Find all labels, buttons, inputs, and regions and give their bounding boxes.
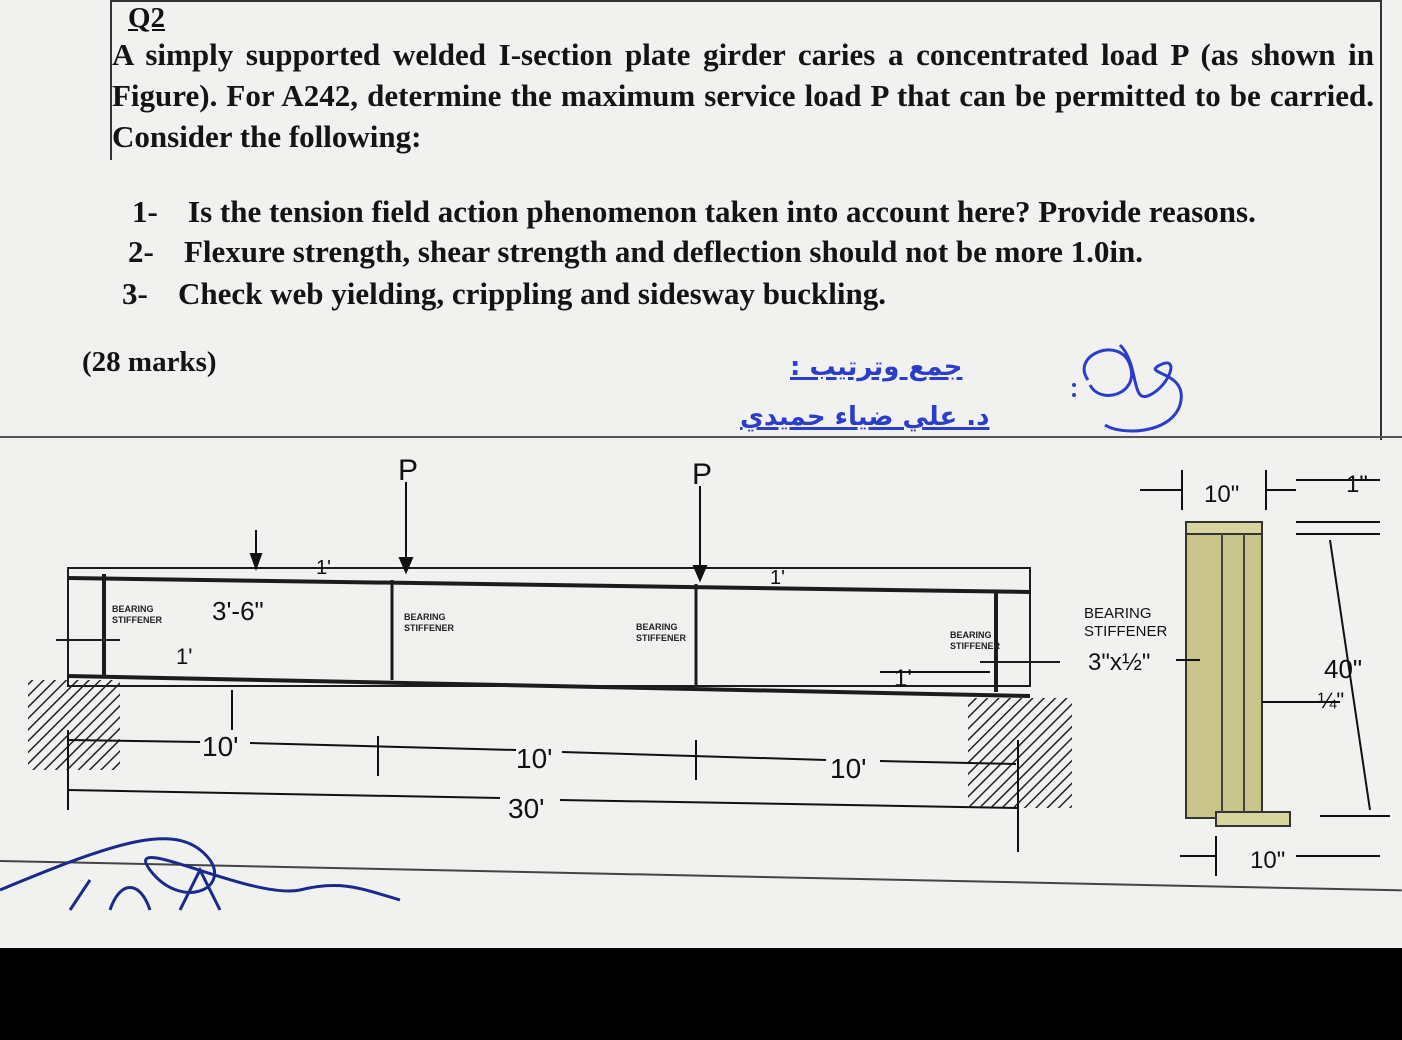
top-flange: [68, 578, 1030, 592]
bearing-stiffener-label: STIFFENER: [1084, 623, 1168, 640]
offset-dim-load-1: 1': [316, 557, 331, 579]
requirement-number: 2-: [128, 234, 154, 269]
requirement-2: [128, 234, 1143, 270]
girder-figure: [0, 440, 1402, 948]
bearing-label-small: BEARING: [112, 604, 154, 614]
bearing-stiffener-label: BEARING: [1084, 605, 1152, 622]
arabic-note-line-2: د. علي ضياء حميدي: [740, 402, 990, 432]
cross-section: [1186, 522, 1290, 826]
bearing-label-small: BEARING: [950, 630, 992, 640]
span-dim-c: 10': [830, 753, 867, 784]
arabic-note-line-1: جمع وترتيب :: [790, 352, 963, 382]
offset-dim-load-2: 1': [770, 567, 785, 589]
flange-thickness: 1": [1346, 471, 1368, 498]
requirement-number: 3-: [122, 276, 148, 311]
total-span-dim: 30': [508, 793, 545, 824]
requirement-text: Check web yielding, crippling and sidesway buckling.: [178, 276, 886, 311]
signature-mark-bottom: [0, 839, 400, 910]
top-flange-plate: [1186, 522, 1262, 534]
bearing-label-small: STIFFENER: [950, 641, 1001, 651]
load-arrows: [232, 482, 706, 730]
requirement-text: Flexure strength, shear strength and deflection should not be more 1.0in.: [184, 234, 1144, 269]
flange-width-top: 10": [1204, 481, 1240, 508]
problem-statement: A simply supported welded I-section plate girder caries a concentrated load P (as shown in Figure). For A242, determine the maximum service load P that can be permitted to be carried. Consider the following:: [112, 37, 1374, 154]
requirement-1: [132, 194, 1256, 230]
requirement-number: 1-: [132, 194, 158, 229]
span-dim-b: 10': [516, 743, 553, 774]
section-divider: [0, 436, 1402, 438]
top-rule: [110, 0, 1382, 2]
stiffener-size: 3"x½": [1088, 649, 1151, 676]
bearing-label-small: STIFFENER: [404, 623, 455, 633]
signature-mark-blue: [1060, 325, 1200, 445]
load-label-2: P: [692, 458, 713, 491]
left-support: [28, 680, 120, 770]
bearing-label-small: BEARING: [636, 622, 678, 632]
span-dim-a: 10': [202, 731, 239, 762]
bearing-label-small: STIFFENER: [112, 615, 163, 625]
offset-dim-right: 1': [894, 665, 912, 692]
right-frame-rule: [1380, 0, 1382, 440]
web-thickness: ¼": [1318, 688, 1345, 713]
marks-label: (28 marks): [82, 346, 217, 378]
load-label-1: P: [398, 454, 419, 487]
bearing-label-small: STIFFENER: [636, 633, 687, 643]
right-support: [968, 698, 1072, 808]
requirement-text: Is the tension field action phenomenon taken into account here? Provide reasons.: [188, 194, 1256, 229]
section-body: [1186, 528, 1262, 818]
requirement-3: [122, 276, 886, 312]
web-depth: 40": [1324, 654, 1363, 684]
question-label: Q2: [128, 2, 166, 34]
bottom-flange-plate: [1216, 812, 1290, 826]
bearing-label-small: BEARING: [404, 612, 446, 622]
flange-width-bottom: 10": [1250, 847, 1286, 874]
offset-dim-left: 1': [176, 644, 193, 669]
stiffener-height-dim: 3'-6": [212, 596, 264, 626]
